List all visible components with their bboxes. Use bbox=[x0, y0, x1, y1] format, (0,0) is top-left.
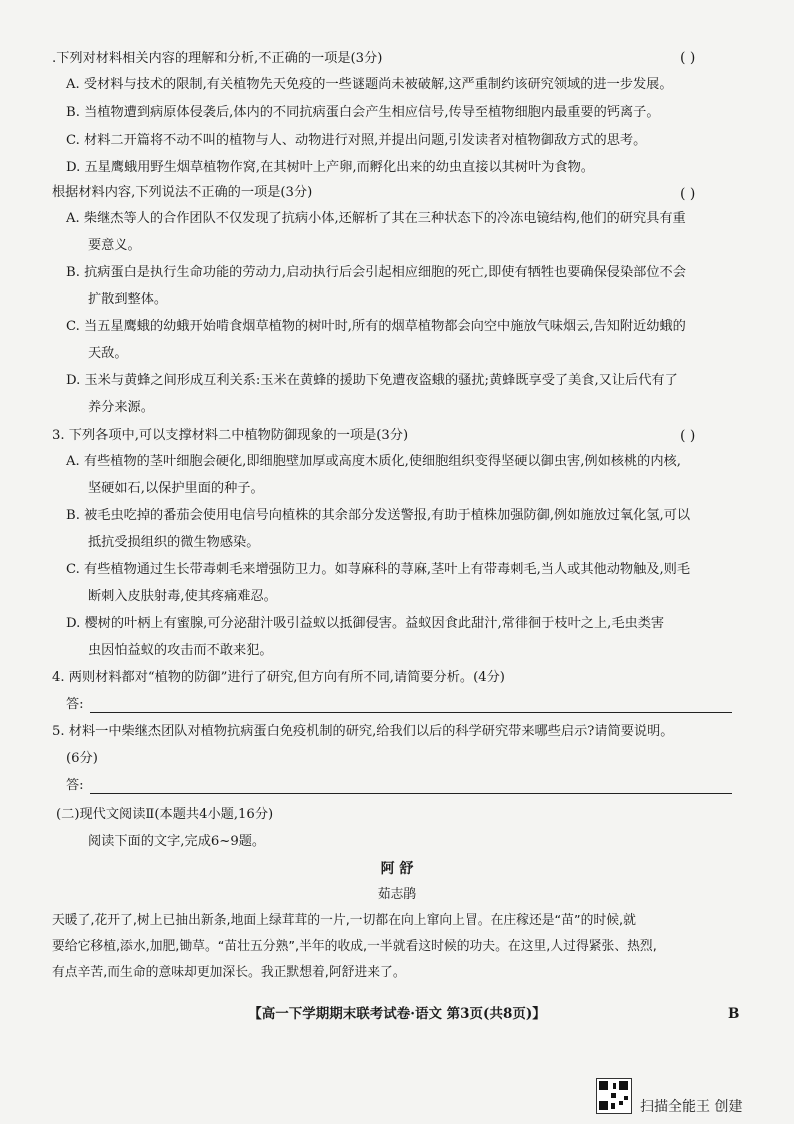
passage-line-2: 要给它移植,添水,加肥,锄草。“苗壮五分熟”,半年的收成,一半就看这时候的功夫。在这里,人过得紧张、热烈, bbox=[52, 939, 657, 954]
q1-option-d: D. 五星鹰蛾用野生烟草植物作窝,在其树叶上产卵,而孵化出来的幼虫直接以其树叶为食物。 bbox=[66, 160, 594, 175]
q2-option-d-line1: D. 玉米与黄蜂之间形成互利关系:玉米在黄蜂的援助下免遭夜盗蛾的骚扰;黄蜂既享受了美食,又让后代有了 bbox=[66, 373, 678, 388]
q5-answer-label: 答: bbox=[66, 778, 84, 793]
q1-option-b: B. 当植物遭到病原体侵袭后,体内的不同抗病蛋白会产生相应信号,传导至植物细胞内最重要的钙离子。 bbox=[66, 105, 660, 120]
section2-instruction: 阅读下面的文字,完成6~9题。 bbox=[88, 834, 266, 849]
passage-author: 茹志鹃 bbox=[377, 887, 417, 902]
q4-answer-label: 答: bbox=[66, 697, 84, 712]
q3-option-c-line2: 断刺入皮肤射毒,使其疼痛难忍。 bbox=[88, 589, 277, 604]
q5-answer-line[interactable] bbox=[90, 793, 732, 794]
q3-option-a-line1: A. 有些植物的茎叶细胞会硬化,即细胞壁加厚或高度木质化,使细胞组织变得坚硬以御虫害,例如核桃的内核, bbox=[66, 454, 681, 469]
q2-option-c-line2: 天敌。 bbox=[88, 346, 128, 361]
q3-option-c-line1: C. 有些植物通过生长带毒刺毛来增强防卫力。如荨麻科的荨麻,茎叶上有带毒刺毛,当人或其他动物触及,则毛 bbox=[66, 562, 691, 577]
q1-option-c: C. 材料二开篇将不动不叫的植物与人、动物进行对照,并提出问题,引发读者对植物御敌方式的思考。 bbox=[66, 133, 647, 148]
passage-line-3: 有点辛苦,而生命的意味却更加深长。我正默想着,阿舒进来了。 bbox=[52, 965, 406, 980]
q3-option-a-line2: 坚硬如石,以保护里面的种子。 bbox=[88, 481, 264, 496]
q1-stem: .下列对材料相关内容的理解和分析,不正确的一项是(3分) bbox=[52, 51, 383, 66]
q3-stem: 3. 下列各项中,可以支撑材料二中植物防御现象的一项是(3分) bbox=[52, 428, 409, 443]
paper-version: B bbox=[728, 1006, 740, 1022]
q3-option-b-line1: B. 被毛虫吃掉的番茄会使用电信号向植株的其余部分发送警报,有助于植株加强防御,例如施放过氧化氢,可以 bbox=[66, 508, 691, 523]
q3-option-b-line2: 抵抗受损组织的微生物感染。 bbox=[88, 535, 260, 550]
scanner-watermark: 扫描全能王 创建 bbox=[640, 1099, 743, 1115]
q2-answer-paren: ( ) bbox=[680, 186, 696, 202]
q4-stem: 4. 两则材料都对“植物的防御”进行了研究,但方向有所不同,请简要分析。(4分) bbox=[52, 670, 505, 685]
q2-option-c-line1: C. 当五星鹰蛾的幼蛾开始啃食烟草植物的树叶时,所有的烟草植物都会向空中施放气味烟云,告知附近幼蛾的 bbox=[66, 319, 686, 334]
q3-option-d-line2: 虫因怕益蚁的攻击而不敢来犯。 bbox=[88, 643, 273, 658]
passage-line-1: 天暖了,花开了,树上已抽出新条,地面上绿茸茸的一片,一切都在向上窜向上冒。在庄稼还是“苗”的时候,就 bbox=[52, 913, 636, 928]
section2-heading: (二)现代文阅读Ⅱ(本题共4小题,16分) bbox=[56, 807, 274, 822]
q2-option-b-line1: B. 抗病蛋白是执行生命功能的劳动力,启动执行后会引起相应细胞的死亡,即使有牺牲也要确保侵染部位不会 bbox=[66, 265, 686, 280]
qr-code-icon bbox=[596, 1078, 632, 1114]
q5-stem-line1: 5. 材料一中柴继杰团队对植物抗病蛋白免疫机制的研究,给我们以后的科学研究带来哪些启示?请简要说明。 bbox=[52, 724, 674, 739]
q2-option-d-line2: 养分来源。 bbox=[88, 400, 154, 415]
q2-option-a-line1: A. 柴继杰等人的合作团队不仅发现了抗病小体,还解析了其在三种状态下的冷冻电镜结构,他们的研究具有重 bbox=[66, 211, 686, 226]
q2-option-b-line2: 扩散到整体。 bbox=[88, 292, 168, 307]
q1-answer-paren: ( ) bbox=[680, 50, 696, 66]
q5-stem-line2: (6分) bbox=[66, 751, 98, 766]
page-footer: 【高一下学期期末联考试卷·语文 第3页(共8页)】 bbox=[248, 1006, 546, 1022]
passage-title: 阿 舒 bbox=[380, 861, 414, 877]
q4-answer-line[interactable] bbox=[90, 712, 732, 713]
q2-option-a-line2: 要意义。 bbox=[88, 238, 141, 253]
q1-option-a: A. 受材料与技术的限制,有关植物先天免疫的一些谜题尚未被破解,这严重制约该研究领域的进一步发展。 bbox=[66, 77, 673, 92]
q2-stem: 根据材料内容,下列说法不正确的一项是(3分) bbox=[52, 185, 313, 200]
q3-option-d-line1: D. 樱树的叶柄上有蜜腺,可分泌甜汁吸引益蚁以抵御侵害。益蚁因食此甜汁,常徘徊于枝叶之上,毛虫类害 bbox=[66, 616, 665, 631]
q3-answer-paren: ( ) bbox=[680, 428, 696, 444]
